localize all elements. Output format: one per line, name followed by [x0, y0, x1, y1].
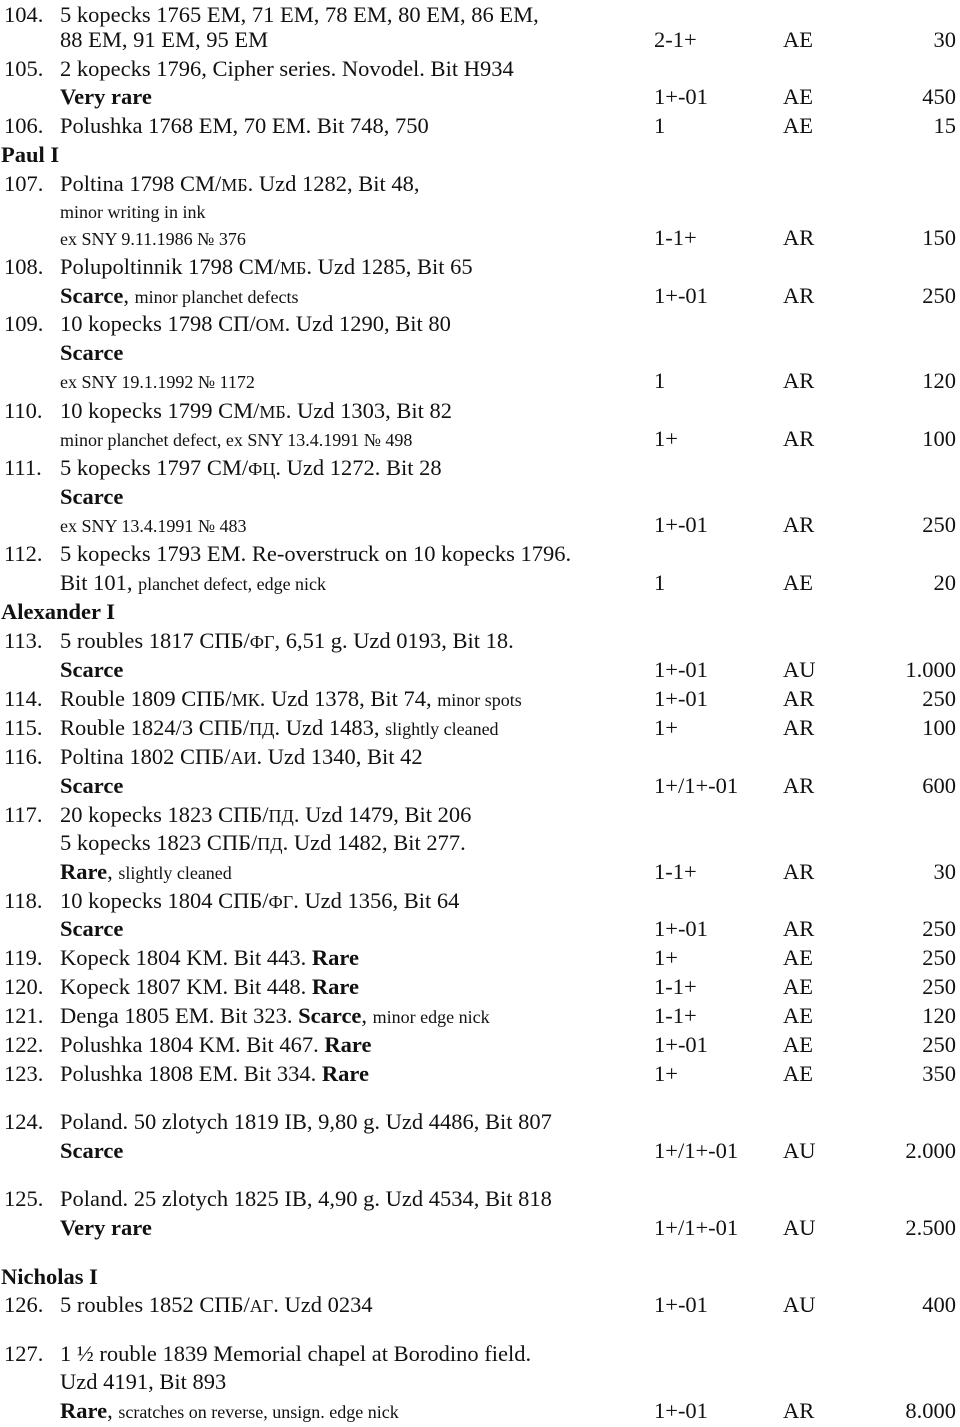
lot-line [0, 196, 960, 225]
minor-note: ex SNY 13.4.1991 № 483 [60, 516, 247, 536]
condition-grade: 1+/1+-01 [654, 1138, 739, 1163]
condition-grade: 1+-01 [654, 283, 708, 308]
estimate-price: 250 [922, 945, 956, 970]
rarity-note: Rare [311, 974, 359, 999]
lot-description [60, 800, 471, 831]
lot-line [0, 453, 960, 482]
lot-number: 121. [4, 1003, 44, 1028]
lot-description [60, 713, 499, 744]
lot-line [0, 281, 960, 310]
lot-description [60, 914, 123, 943]
description-text: . Uzd 1303, Bit 82 [285, 398, 452, 423]
lot-description [60, 396, 452, 427]
lot-line [0, 742, 960, 771]
lot-line [0, 1367, 960, 1396]
estimate-price: 120 [922, 368, 956, 393]
lot-line [0, 1339, 960, 1368]
lot-line [0, 54, 960, 83]
lot-line [0, 223, 960, 252]
description-text: Polushka 1808 EM. Bit 334. [60, 1061, 322, 1086]
minor-note: МБ [259, 402, 286, 422]
estimate-price: 2.000 [905, 1138, 956, 1163]
description-text: . Uzd 1290, Bit 80 [284, 311, 451, 336]
lot-line [0, 482, 960, 511]
lot-line [0, 1059, 960, 1088]
description-text: Polupoltinnik 1798 СМ/ [60, 254, 281, 279]
rarity-note: Scarce [60, 657, 124, 682]
lot-description [60, 1136, 123, 1165]
estimate-price: 100 [922, 715, 956, 740]
lot-line [0, 169, 960, 198]
lot-line [0, 1107, 960, 1136]
lot-description [60, 1059, 369, 1088]
lot-number: 113. [4, 628, 43, 653]
description-text: Polushka 1768 EM, 70 EM. Bit 748, 750 [60, 113, 429, 138]
minor-note: ПД [249, 719, 275, 739]
estimate-price: 450 [922, 84, 956, 109]
description-text: , [123, 283, 135, 308]
estimate-price: 120 [922, 1003, 956, 1028]
minor-note: ОМ [255, 315, 285, 335]
metal-code: AR [783, 368, 815, 393]
description-text: 5 kopecks 1823 СПБ/ [60, 830, 258, 855]
lot-description [60, 943, 359, 972]
lot-description [60, 1001, 490, 1032]
lot-description [60, 857, 232, 888]
lot-line [0, 626, 960, 655]
metal-code: AE [783, 570, 813, 595]
lot-line [0, 252, 960, 281]
condition-grade: 1+-01 [654, 657, 708, 682]
description-text: . Uzd 1285, Bit 65 [306, 254, 473, 279]
description-text: 10 kopecks 1798 СП/ [60, 311, 256, 336]
condition-grade: 1+ [654, 1061, 678, 1086]
lot-line [0, 886, 960, 915]
metal-code: AR [783, 715, 815, 740]
estimate-price: 250 [922, 916, 956, 941]
minor-note: ex SNY 19.1.1992 № 1172 [60, 372, 255, 392]
metal-code: AE [783, 113, 813, 138]
condition-grade: 1+ [654, 426, 678, 451]
description-text: . Uzd 1272. Bit 28 [275, 455, 442, 480]
description-text: 5 roubles 1852 СПБ/ [60, 1292, 250, 1317]
description-text: , [361, 1003, 373, 1028]
description-text: Kopeck 1804 KM. Bit 443. [60, 945, 312, 970]
metal-code: AR [783, 916, 815, 941]
description-text: . Uzd 1482, Bit 277. [282, 830, 466, 855]
rarity-note: Scarce [60, 340, 124, 365]
section-heading: Nicholas I [1, 1264, 98, 1289]
lot-description [60, 539, 571, 568]
lot-line [0, 972, 960, 1001]
lot-line [0, 1184, 960, 1213]
lot-number: 120. [4, 974, 44, 999]
lot-description [60, 972, 359, 1001]
metal-code: AR [783, 512, 815, 537]
minor-note: ФГ [249, 632, 275, 652]
rarity-note: Rare [60, 859, 108, 884]
condition-grade: 1+-01 [654, 84, 708, 109]
metal-code: AR [783, 225, 815, 250]
metal-code: AR [783, 773, 815, 798]
lot-description [60, 366, 255, 397]
condition-grade: 1-1+ [654, 1003, 697, 1028]
lot-line [0, 1030, 960, 1059]
lot-number: 107. [4, 171, 44, 196]
lot-description [60, 1184, 552, 1213]
lot-line [0, 111, 960, 140]
lot-description [60, 886, 459, 917]
rarity-note: Scarce [298, 1003, 362, 1028]
lot-description [60, 771, 123, 800]
lot-description [60, 82, 152, 111]
estimate-price: 30 [933, 27, 956, 52]
minor-note: МК [231, 690, 260, 710]
lot-number: 115. [4, 715, 43, 740]
lot-line [0, 1290, 960, 1319]
condition-grade: 2-1+ [654, 27, 697, 52]
lot-description [60, 510, 247, 541]
minor-note: ФГ [268, 892, 294, 912]
metal-code: AU [783, 1138, 816, 1163]
minor-note: minor planchet defect, ex SNY 13.4.1991 № 498 [60, 430, 413, 450]
section-heading-row [0, 597, 960, 626]
estimate-price: 600 [922, 773, 956, 798]
condition-grade: 1+-01 [654, 686, 708, 711]
lot-description [60, 1367, 226, 1396]
description-text: 10 kopecks 1804 СПБ/ [60, 888, 269, 913]
minor-note: ex SNY 9.11.1986 № 376 [60, 229, 246, 249]
condition-grade: 1 [654, 113, 666, 138]
lot-line [0, 828, 960, 857]
estimate-price: 350 [922, 1061, 956, 1086]
condition-grade: 1-1+ [654, 974, 697, 999]
lot-line [0, 943, 960, 972]
condition-grade: 1 [654, 368, 666, 393]
estimate-price: 8.000 [905, 1398, 956, 1423]
lot-description [60, 25, 268, 54]
minor-note: minor edge nick [372, 1007, 490, 1027]
estimate-price: 15 [933, 113, 956, 138]
description-text: Rouble 1809 СПБ/ [60, 686, 232, 711]
description-text: Poland. 25 zlotych 1825 IB, 4,90 g. Uzd 4534, Bit 818 [60, 1186, 552, 1211]
minor-note: АГ [249, 1296, 274, 1316]
lot-description [60, 424, 412, 455]
minor-note: minor spots [437, 690, 522, 710]
lot-number: 104. [4, 2, 44, 27]
lot-description [60, 626, 514, 657]
lot-number: 127. [4, 1341, 44, 1366]
condition-grade: 1 [654, 570, 666, 595]
condition-grade: 1+-01 [654, 916, 708, 941]
metal-code: AR [783, 426, 815, 451]
lot-number: 116. [4, 744, 43, 769]
description-text: 5 kopecks 1765 EM, 71 EM, 78 EM, 80 EM, 86 EM, [60, 2, 539, 27]
minor-note: ФЦ [248, 459, 276, 479]
condition-grade: 1+ [654, 945, 678, 970]
lot-number: 117. [4, 802, 43, 827]
lot-number: 112. [4, 541, 43, 566]
rarity-note: Rare [321, 1061, 369, 1086]
rarity-note: Very rare [60, 84, 152, 109]
metal-code: AE [783, 1003, 813, 1028]
section-heading: Paul I [1, 142, 60, 167]
lot-line [0, 25, 960, 54]
lot-description [60, 252, 473, 283]
rarity-note: Scarce [60, 773, 124, 798]
description-text: Rouble 1824/3 СПБ/ [60, 715, 250, 740]
lot-description [60, 281, 299, 312]
rarity-note: Rare [324, 1032, 372, 1057]
lot-description [60, 54, 514, 83]
minor-note: slightly cleaned [118, 863, 232, 883]
estimate-price: 30 [933, 859, 956, 884]
metal-code: AR [783, 686, 815, 711]
lot-description [60, 111, 429, 140]
condition-grade: 1+-01 [654, 1398, 708, 1423]
lot-description [60, 655, 123, 684]
estimate-price: 400 [922, 1292, 956, 1317]
rarity-note: Scarce [60, 484, 124, 509]
description-text: 2 kopecks 1796, Cipher series. Novodel. Bit H934 [60, 56, 514, 81]
lot-description [60, 453, 442, 484]
estimate-price: 150 [922, 225, 956, 250]
metal-code: AE [783, 1061, 813, 1086]
metal-code: AE [783, 1032, 813, 1057]
condition-grade: 1-1+ [654, 859, 697, 884]
metal-code: AE [783, 974, 813, 999]
lot-line [0, 366, 960, 395]
minor-note: МБ [280, 258, 307, 278]
minor-note: minor writing in ink [60, 202, 206, 222]
metal-code: AR [783, 283, 815, 308]
description-text: 5 roubles 1817 СПБ/ [60, 628, 250, 653]
lot-description [60, 309, 451, 340]
minor-note: МБ [221, 175, 248, 195]
lot-line [0, 1396, 960, 1425]
minor-note: scratches on reverse, unsign. edge nick [118, 1402, 399, 1422]
minor-note: minor planchet defects [134, 287, 299, 307]
lot-number: 109. [4, 311, 44, 336]
metal-code: AE [783, 84, 813, 109]
lot-number: 122. [4, 1032, 44, 1057]
lot-description [60, 482, 123, 511]
estimate-price: 250 [922, 283, 956, 308]
description-text: . Uzd 1282, Bit 48, [247, 171, 420, 196]
description-text: , [107, 859, 119, 884]
lot-number: 108. [4, 254, 44, 279]
lot-line [0, 539, 960, 568]
metal-code: AU [783, 1215, 816, 1240]
rarity-note: Scarce [60, 283, 124, 308]
estimate-price: 250 [922, 1032, 956, 1057]
lot-description [60, 1290, 373, 1321]
section-heading: Alexander I [1, 599, 115, 624]
description-text: 5 kopecks 1793 EM. Re-overstruck on 10 kopecks 1796. [60, 541, 572, 566]
lot-number: 123. [4, 1061, 44, 1086]
lot-line [0, 800, 960, 829]
section-heading-row [0, 1262, 960, 1291]
lot-description [60, 1396, 399, 1427]
description-text: Kopeck 1807 KM. Bit 448. [60, 974, 312, 999]
minor-note: ПД [257, 834, 283, 854]
estimate-price: 20 [933, 570, 956, 595]
description-text: Denga 1805 EM. Bit 323. [60, 1003, 299, 1028]
estimate-price: 250 [922, 512, 956, 537]
estimate-price: 250 [922, 974, 956, 999]
lot-line [0, 309, 960, 338]
estimate-price: 2.500 [905, 1215, 956, 1240]
lot-number: 106. [4, 113, 44, 138]
lot-line [0, 684, 960, 713]
lot-line [0, 568, 960, 597]
description-text: 5 kopecks 1797 СМ/ [60, 455, 249, 480]
rarity-note: Scarce [60, 1138, 124, 1163]
lot-description [60, 1339, 531, 1368]
description-text: Uzd 4191, Bit 893 [60, 1369, 227, 1394]
description-text: 88 EM, 91 EM, 95 EM [60, 27, 269, 52]
lot-description [60, 828, 466, 859]
condition-grade: 1+-01 [654, 512, 708, 537]
lot-line [0, 713, 960, 742]
description-text: . Uzd 1356, Bit 64 [293, 888, 460, 913]
lot-description [60, 742, 423, 773]
metal-code: AE [783, 945, 813, 970]
condition-grade: 1+/1+-01 [654, 1215, 739, 1240]
lot-line [0, 338, 960, 367]
condition-grade: 1+/1+-01 [654, 773, 739, 798]
minor-note: planchet defect, edge nick [138, 574, 327, 594]
metal-code: AR [783, 1398, 815, 1423]
description-text: Poltina 1798 СМ/ [60, 171, 222, 196]
description-text: 1 ½ rouble 1839 Memorial chapel at Borodino field. [60, 1341, 532, 1366]
description-text: , 6,51 g. Uzd 0193, Bit 18. [274, 628, 514, 653]
lot-number: 125. [4, 1186, 44, 1211]
rarity-note: Scarce [60, 916, 124, 941]
lot-description [60, 684, 522, 715]
lot-number: 111. [4, 455, 42, 480]
description-text: . Uzd 1340, Bit 42 [256, 744, 423, 769]
lot-number: 118. [4, 888, 43, 913]
rarity-note: Rare [60, 1398, 108, 1423]
description-text: 20 kopecks 1823 СПБ/ [60, 802, 269, 827]
lot-line [0, 914, 960, 943]
condition-grade: 1-1+ [654, 225, 697, 250]
lot-number: 114. [4, 686, 43, 711]
lot-description [60, 568, 326, 599]
description-text: Polushka 1804 KM. Bit 467. [60, 1032, 325, 1057]
lot-line [0, 82, 960, 111]
description-text: Poltina 1802 СПБ/ [60, 744, 231, 769]
lot-line [0, 857, 960, 886]
estimate-price: 1.000 [905, 657, 956, 682]
lot-line [0, 1213, 960, 1242]
estimate-price: 100 [922, 426, 956, 451]
lot-line [0, 510, 960, 539]
lot-number: 105. [4, 56, 44, 81]
description-text: Poland. 50 zlotych 1819 IB, 9,80 g. Uzd 4486, Bit 807 [60, 1109, 552, 1134]
condition-grade: 1+-01 [654, 1032, 708, 1057]
rarity-note: Rare [311, 945, 359, 970]
section-heading-row [0, 140, 960, 169]
description-text: , [107, 1398, 119, 1423]
lot-line [0, 1136, 960, 1165]
lot-line [0, 396, 960, 425]
lot-number: 126. [4, 1292, 44, 1317]
rarity-note: Very rare [60, 1215, 152, 1240]
lot-line [0, 1001, 960, 1030]
description-text: Bit 101, [60, 570, 139, 595]
lot-line [0, 424, 960, 453]
metal-code: AU [783, 1292, 816, 1317]
lot-description [60, 338, 123, 367]
estimate-price: 250 [922, 686, 956, 711]
minor-note: ПД [268, 806, 294, 826]
metal-code: AU [783, 657, 816, 682]
metal-code: AE [783, 27, 813, 52]
metal-code: AR [783, 859, 815, 884]
lot-number: 119. [4, 945, 43, 970]
lot-line [0, 655, 960, 684]
lot-description [60, 1213, 152, 1242]
lot-description [60, 223, 246, 254]
minor-note: slightly cleaned [385, 719, 499, 739]
description-text: . Uzd 0234 [273, 1292, 373, 1317]
lot-number: 110. [4, 398, 43, 423]
minor-note: АИ [230, 748, 257, 768]
description-text: . Uzd 1378, Bit 74, [259, 686, 438, 711]
condition-grade: 1+ [654, 715, 678, 740]
description-text: 10 kopecks 1799 СМ/ [60, 398, 260, 423]
lot-line [0, 771, 960, 800]
description-text: . Uzd 1479, Bit 206 [293, 802, 472, 827]
condition-grade: 1+-01 [654, 1292, 708, 1317]
lot-description [60, 1107, 552, 1136]
description-text: . Uzd 1483, [274, 715, 386, 740]
lot-description [60, 1030, 371, 1059]
lot-number: 124. [4, 1109, 44, 1134]
